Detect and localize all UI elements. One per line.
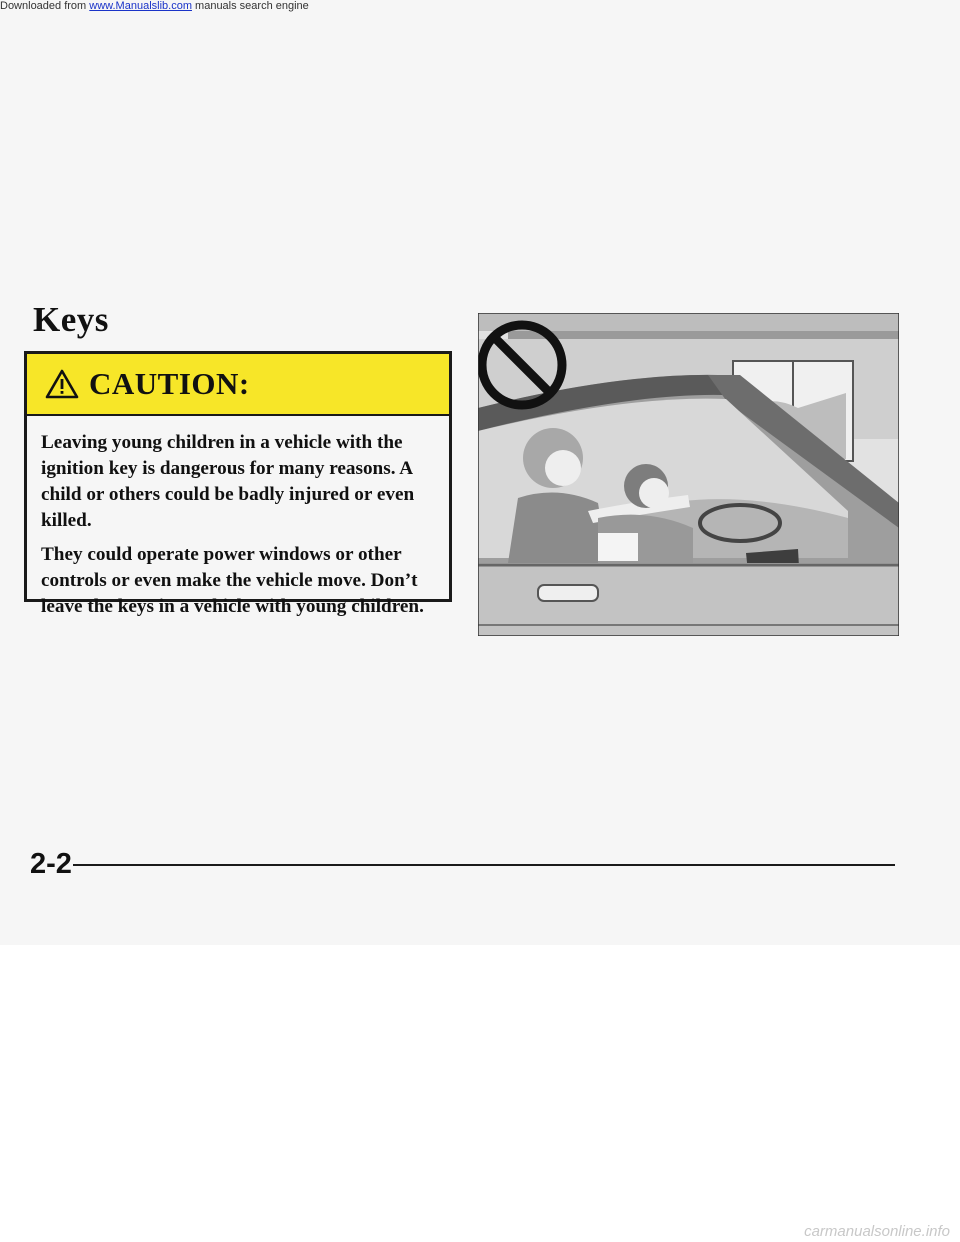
- footer-rule: [73, 864, 895, 866]
- caution-title: CAUTION:: [89, 366, 250, 401]
- page-title: Keys: [33, 300, 109, 339]
- caution-paragraph-2: They could operate power windows or other controls or even make the vehicle move. Don’t leave the keys in a vehicle with young children.: [41, 544, 424, 617]
- manualslib-link[interactable]: www.Manualslib.com: [89, 0, 192, 12]
- caution-paragraph-1: Leaving young children in a vehicle with the ignition key is dangerous for many reasons. A child or others could be badly injured or even killed.: [41, 432, 415, 531]
- download-note: [0, 0, 309, 12]
- caution-body: [27, 416, 449, 620]
- download-note-prefix: Downloaded from: [0, 0, 90, 12]
- caution-box: [24, 351, 452, 617]
- children-in-car-illustration: [478, 313, 899, 636]
- warning-triangle-icon: [45, 369, 79, 399]
- footer-watermark: carmanualsonline.info: [804, 1223, 950, 1240]
- page-number: 2-2: [30, 848, 72, 880]
- download-note-suffix: manuals search engine: [191, 0, 309, 12]
- caution-header: [27, 354, 449, 416]
